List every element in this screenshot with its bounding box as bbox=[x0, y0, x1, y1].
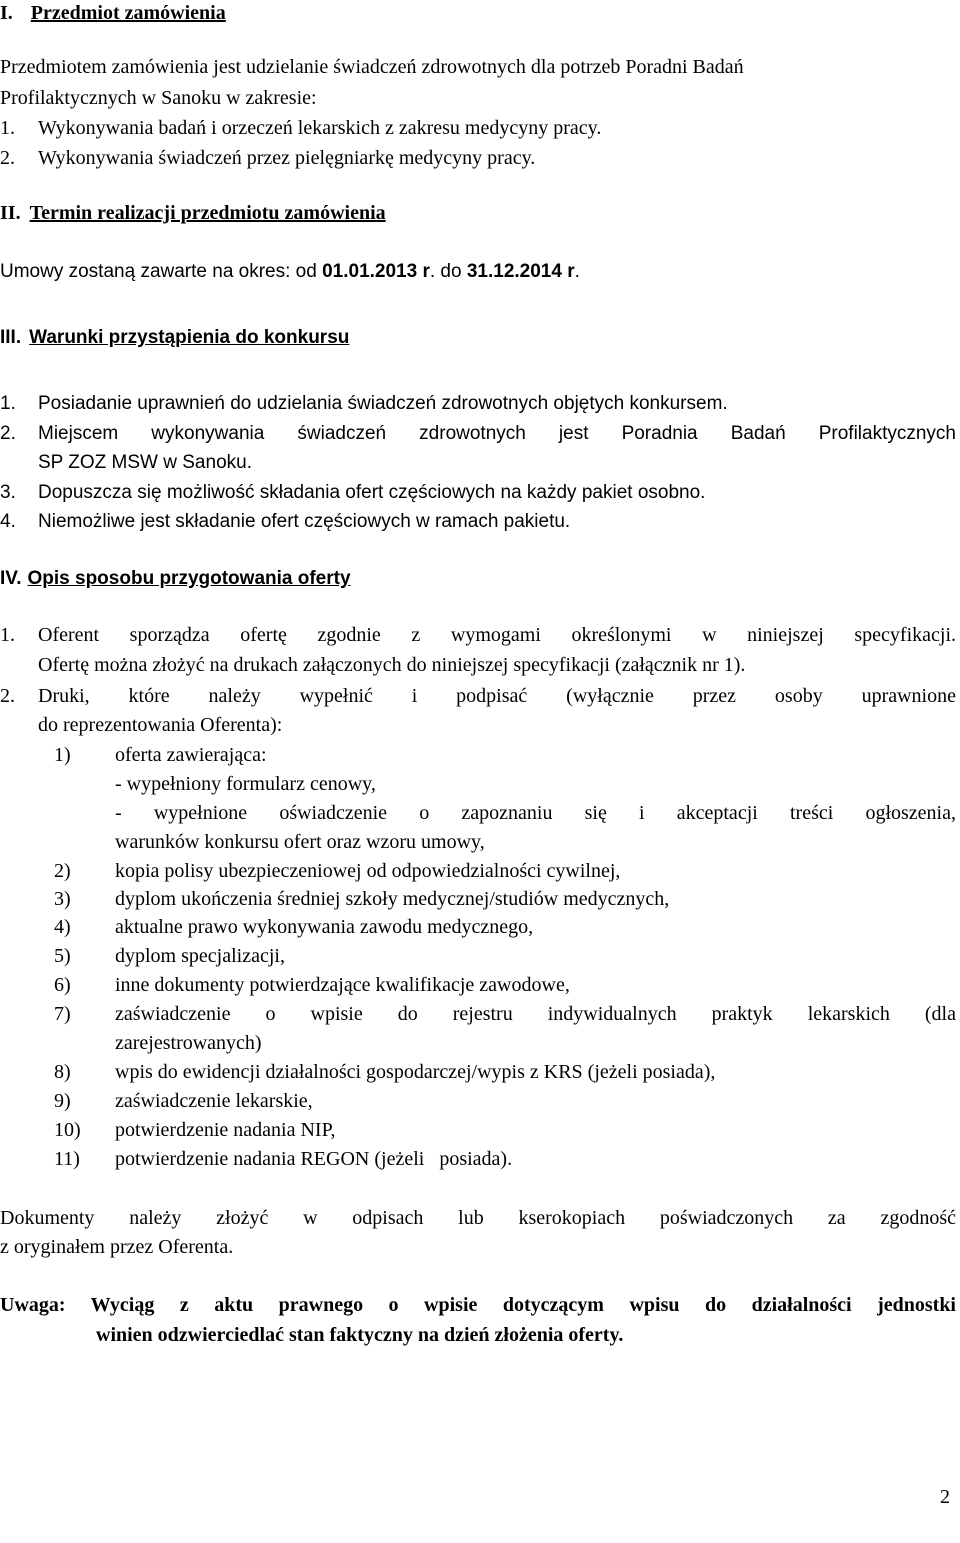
list-item-continuation: Ofertę można złożyć na drukach załączonych do niniejszej specyfikacji (załącznik nr 1). bbox=[38, 654, 746, 676]
section-title: Warunki przystąpienia do konkursu bbox=[29, 327, 350, 348]
section-number: III. bbox=[0, 327, 22, 348]
section-number: I. bbox=[0, 2, 13, 24]
intro-line-2: Profilaktycznych w Sanoku w zakresie: bbox=[0, 87, 317, 109]
page-number: 2 bbox=[940, 1486, 950, 1508]
sub-item: 10) potwierdzenie nadania NIP, bbox=[54, 1119, 336, 1141]
sub-item: 5) dyplom specjalizacji, bbox=[54, 945, 285, 967]
section-title: Przedmiot zamówienia bbox=[30, 2, 226, 24]
sub-item: 11) potwierdzenie nadania REGON (jeżeli posiada). bbox=[54, 1148, 513, 1170]
section-number: II. bbox=[0, 202, 21, 224]
sub-item: 7) zaświadczenie o wpisie do rejestru indywidualnych praktyk lekarskich (dla bbox=[54, 1003, 956, 1025]
sub-item: 3) dyplom ukończenia średniej szkoły medycznej/studiów medycznych, bbox=[54, 888, 670, 910]
dash-item-continuation: warunków konkursu ofert oraz wzoru umowy, bbox=[115, 831, 485, 853]
documents-note-continuation: z oryginałem przez Oferenta. bbox=[0, 1236, 234, 1258]
section-4-heading bbox=[0, 566, 351, 592]
sub-item: 2) kopia polisy ubezpieczeniowej od odpowiedzialności cywilnej, bbox=[54, 860, 621, 882]
section-title: Opis sposobu przygotowania oferty bbox=[27, 568, 351, 589]
sub-item: 8) wpis do ewidencji działalności gospodarczej/wypis z KRS (jeżeli posiada), bbox=[54, 1061, 716, 1083]
sub-item: 4) aktualne prawo wykonywania zawodu medycznego, bbox=[54, 916, 534, 938]
warning-note-continuation: winien odzwierciedlać stan faktyczny na dzień złożenia oferty. bbox=[96, 1324, 624, 1346]
list-item: 3. Dopuszcza się możliwość składania ofert częściowych na każdy pakiet osobno. bbox=[0, 482, 706, 503]
date-from: 01.01.2013 r bbox=[322, 261, 430, 282]
term-text: Umowy zostaną zawarte na okres: od 01.01.2013 r. do 31.12.2014 r. bbox=[0, 261, 580, 282]
date-to: 31.12.2014 r bbox=[466, 261, 575, 282]
list-item-continuation: do reprezentowania Oferenta): bbox=[38, 714, 283, 736]
list-item: 2. Miejscem wykonywania świadczeń zdrowotnych jest Poradnia Badań Profilaktycznych bbox=[0, 423, 956, 444]
dash-item: - wypełnione oświadczenie o zapoznaniu się i akceptacji treści ogłoszenia, bbox=[115, 802, 956, 824]
sub-item: 9) zaświadczenie lekarskie, bbox=[54, 1090, 313, 1112]
warning-note: Uwaga: Wyciąg z aktu prawnego o wpisie dotyczącym wpisu do działalności jednostki bbox=[0, 1294, 956, 1316]
section-3-heading bbox=[0, 325, 349, 351]
sub-item: 6) inne dokumenty potwierdzające kwalifikacje zawodowe, bbox=[54, 974, 570, 996]
list-item: 2. Wykonywania świadczeń przez pielęgniarkę medycyny pracy. bbox=[0, 147, 536, 169]
list-item: 1. Wykonywania badań i orzeczeń lekarskich z zakresu medycyny pracy. bbox=[0, 117, 602, 139]
intro-line-1: Przedmiotem zamówienia jest udzielanie świadczeń zdrowotnych dla potrzeb Poradni Badań bbox=[0, 56, 744, 78]
section-number: IV. bbox=[0, 568, 22, 589]
section-1-heading bbox=[0, 0, 226, 26]
list-item: 1. Oferent sporządza ofertę zgodnie z wymogami określonymi w niniejszej specyfikacji. bbox=[0, 624, 956, 646]
section-2-heading bbox=[0, 200, 386, 226]
sub-item: 1) oferta zawierająca: bbox=[54, 744, 267, 766]
sub-item-continuation: zarejestrowanych) bbox=[115, 1032, 262, 1054]
list-item: 2. Druki, które należy wypełnić i podpisać (wyłącznie przez osoby uprawnione bbox=[0, 685, 956, 707]
list-item-continuation: SP ZOZ MSW w Sanoku. bbox=[38, 452, 252, 473]
dash-item: - wypełniony formularz cenowy, bbox=[115, 773, 376, 795]
section-title: Termin realizacji przedmiotu zamówienia bbox=[29, 202, 386, 224]
list-item: 1. Posiadanie uprawnień do udzielania świadczeń zdrowotnych objętych konkursem. bbox=[0, 393, 728, 414]
documents-note: Dokumenty należy złożyć w odpisach lub kserokopiach poświadczonych za zgodność bbox=[0, 1207, 956, 1229]
list-item: 4. Niemożliwe jest składanie ofert częściowych w ramach pakietu. bbox=[0, 511, 571, 532]
